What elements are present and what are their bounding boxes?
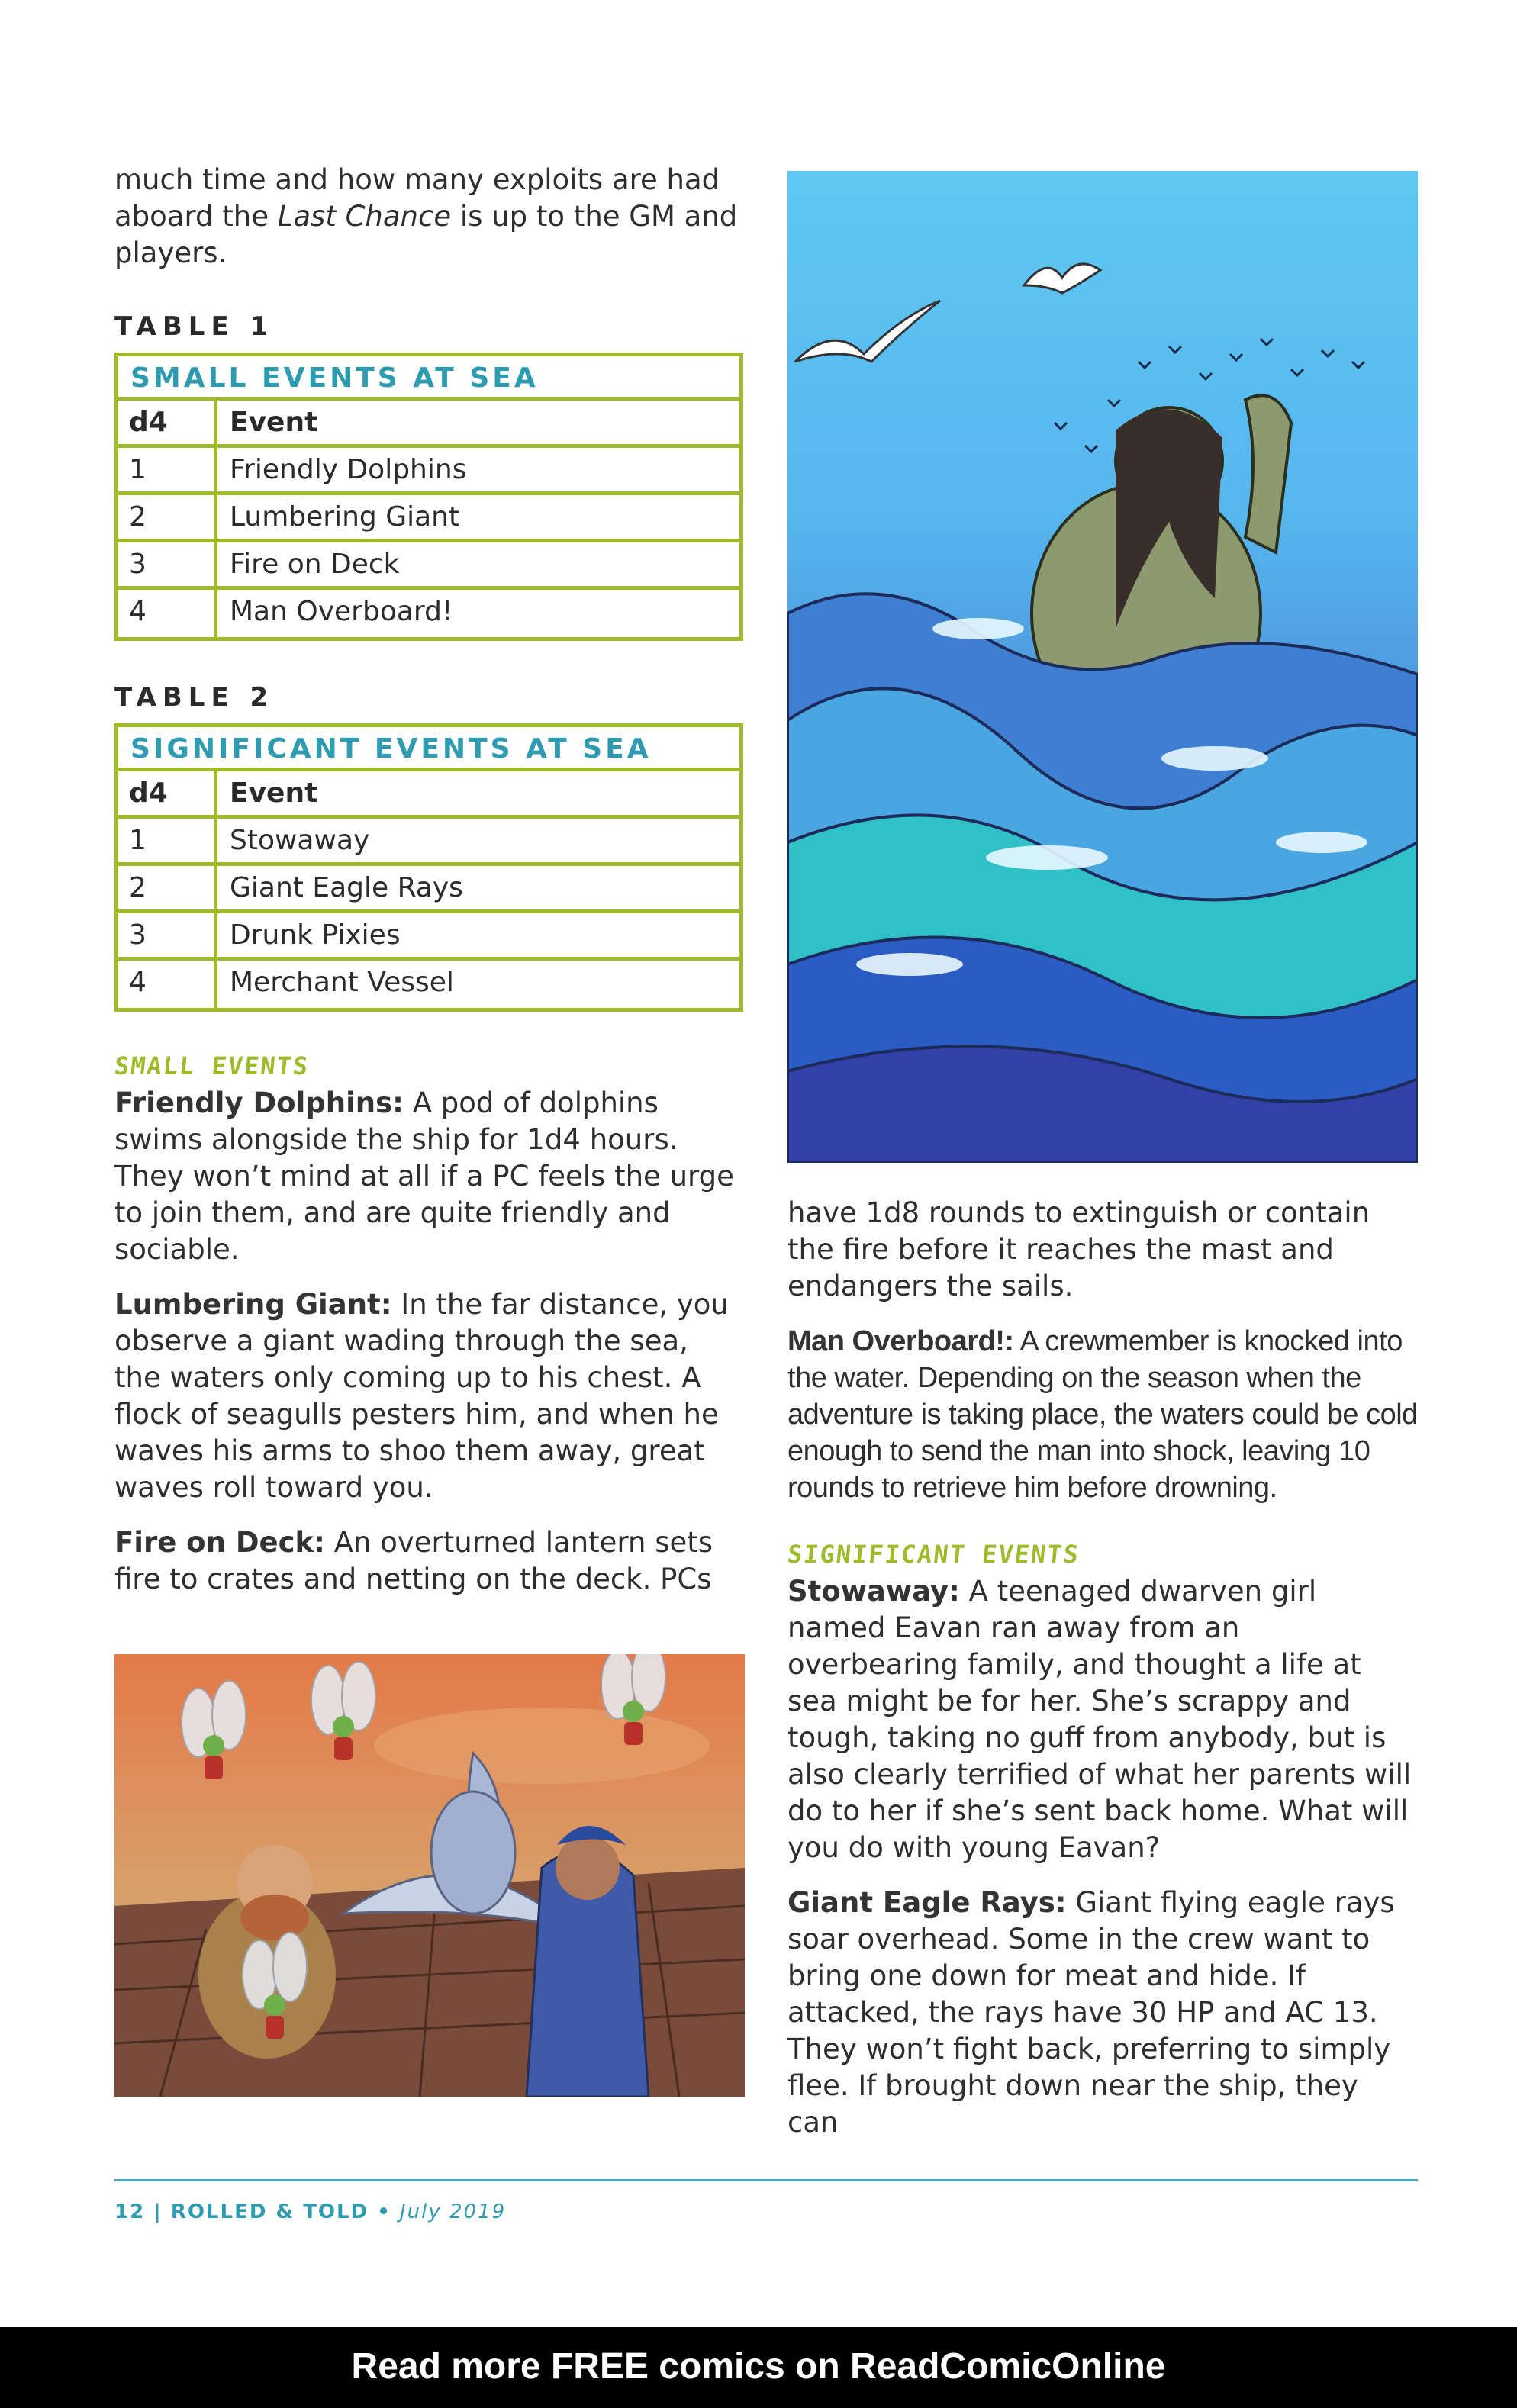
table-cell: Lumbering Giant bbox=[230, 501, 460, 533]
table2-title: SIGNIFICANT EVENTS AT SEA bbox=[118, 727, 739, 771]
small-events-table bbox=[114, 353, 743, 641]
overboard-paragraph bbox=[787, 1323, 1418, 1506]
left-column bbox=[114, 162, 743, 1616]
giant-waves-illustration bbox=[787, 171, 1418, 1163]
fire-continued: have 1d8 rounds to extinguish or contain the fire before it reaches the mast and endangers the sails. bbox=[787, 1196, 1370, 1302]
table-row bbox=[118, 819, 739, 866]
table1-col-event: Event bbox=[230, 407, 318, 438]
table1-title: SMALL EVENTS AT SEA bbox=[118, 356, 739, 401]
dolphins-text: A pod of dolphins swims alongside the ship for 1d4 hours. They won’t mind at all if a PC feels the urge to join them, and are quite friendly and sociable. bbox=[114, 1086, 734, 1266]
table1-col-d4: d4 bbox=[118, 401, 217, 444]
dolphins-title: Friendly Dolphins: bbox=[114, 1086, 404, 1119]
significant-events-heading: SIGNIFICANT EVENTS bbox=[786, 1540, 1081, 1569]
promo-banner[interactable]: Read more FREE comics on ReadComicOnline bbox=[0, 2327, 1517, 2408]
footer-divider bbox=[114, 2179, 1418, 2181]
giant-paragraph bbox=[114, 1286, 743, 1506]
small-events-body bbox=[114, 1085, 743, 1598]
footer-bullet: • bbox=[377, 2200, 391, 2223]
table-cell: Merchant Vessel bbox=[230, 967, 454, 998]
magazine-title: ROLLED & TOLD bbox=[170, 2200, 369, 2223]
table-cell: Stowaway bbox=[230, 825, 370, 856]
stowaway-paragraph bbox=[787, 1573, 1418, 1866]
table-row bbox=[118, 866, 739, 913]
rays-text: Giant flying eagle rays soar overhead. Some in the crew want to bring one down for meat and hide. If attacked, the rays have 30 HP and AC 13. They won’t fight back, preferring to simply flee. If brought down near the ship, they can bbox=[787, 1886, 1395, 2139]
stowaway-text: A teenaged dwarven girl named Eavan ran away from an overbearing family, and thought a life at sea might be for her. She’s scrappy and tough, taking no guff from anybody, but is also clearly terrified of what her parents will do to her if she’s sent back home. What will you do with young Eavan? bbox=[787, 1575, 1412, 1864]
table-cell: 2 bbox=[118, 866, 217, 909]
rays-title: Giant Eagle Rays: bbox=[787, 1886, 1067, 1919]
giant-title: Lumbering Giant: bbox=[114, 1288, 392, 1321]
table-row bbox=[118, 961, 739, 1008]
significant-events-body bbox=[787, 1573, 1418, 2141]
rays-paragraph bbox=[787, 1885, 1418, 2141]
intro-paragraph bbox=[114, 162, 743, 272]
table-cell: Man Overboard! bbox=[230, 596, 453, 627]
ship-name: Last Chance bbox=[277, 200, 452, 233]
table-cell: 1 bbox=[118, 448, 217, 491]
giant-text: In the far distance, you observe a giant wading through the sea, the waters only coming up to his chest. A flock of seagulls pesters him, and when he waves his arms to shoo them away, great waves roll toward you. bbox=[114, 1288, 729, 1504]
table-cell: 4 bbox=[118, 590, 217, 637]
table-cell: Drunk Pixies bbox=[230, 919, 401, 951]
table-cell: 3 bbox=[118, 913, 217, 957]
table-cell: 3 bbox=[118, 542, 217, 586]
table1-label: TABLE 1 bbox=[114, 311, 275, 342]
table-row bbox=[118, 448, 739, 495]
dolphins-paragraph bbox=[114, 1085, 743, 1268]
intro-text-1: much time and how many exploits are had aboard the bbox=[114, 163, 720, 233]
fire-paragraph bbox=[114, 1524, 743, 1598]
table2-col-d4: d4 bbox=[118, 771, 217, 815]
table-cell: Fire on Deck bbox=[230, 549, 400, 580]
intro-text-2: is up to the GM and players. bbox=[114, 200, 738, 269]
table-cell: 1 bbox=[118, 819, 217, 862]
right-column bbox=[787, 1195, 1418, 2159]
table-cell: 4 bbox=[118, 961, 217, 1008]
overboard-text: A crewmember is knocked into the water. Depending on the season when the adventure is taking place, the waters could be cold enough to send the man into shock, leaving 10 rounds to retrieve him before drowning. bbox=[787, 1325, 1418, 1504]
table-cell: Giant Eagle Rays bbox=[230, 872, 463, 903]
significant-events-table bbox=[114, 723, 743, 1012]
table-row bbox=[118, 913, 739, 961]
table-row bbox=[118, 495, 739, 542]
fire-title: Fire on Deck: bbox=[114, 1526, 325, 1559]
table-cell: Friendly Dolphins bbox=[230, 454, 467, 485]
stowaway-title: Stowaway: bbox=[787, 1575, 960, 1608]
page-number: 12 bbox=[114, 2200, 146, 2223]
overboard-title: Man Overboard!: bbox=[787, 1325, 1014, 1357]
pixies-illustration bbox=[114, 1654, 745, 2097]
giant-scene-svg bbox=[787, 171, 1418, 1163]
table-row bbox=[118, 590, 739, 637]
fire-text: An overturned lantern sets fire to crates and netting on the deck. PCs bbox=[114, 1526, 713, 1595]
table1-header-row bbox=[118, 401, 739, 448]
footer-separator: | bbox=[153, 2200, 163, 2223]
table2-header-row bbox=[118, 771, 739, 819]
small-events-heading: SMALL EVENTS bbox=[113, 1051, 311, 1080]
page-footer bbox=[114, 2200, 506, 2223]
pixies-scene-svg bbox=[114, 1654, 745, 2097]
table2-label: TABLE 2 bbox=[114, 682, 275, 713]
table-cell: 2 bbox=[118, 495, 217, 539]
table2-col-event: Event bbox=[230, 777, 318, 809]
issue-date: July 2019 bbox=[399, 2200, 507, 2223]
table-row bbox=[118, 542, 739, 590]
